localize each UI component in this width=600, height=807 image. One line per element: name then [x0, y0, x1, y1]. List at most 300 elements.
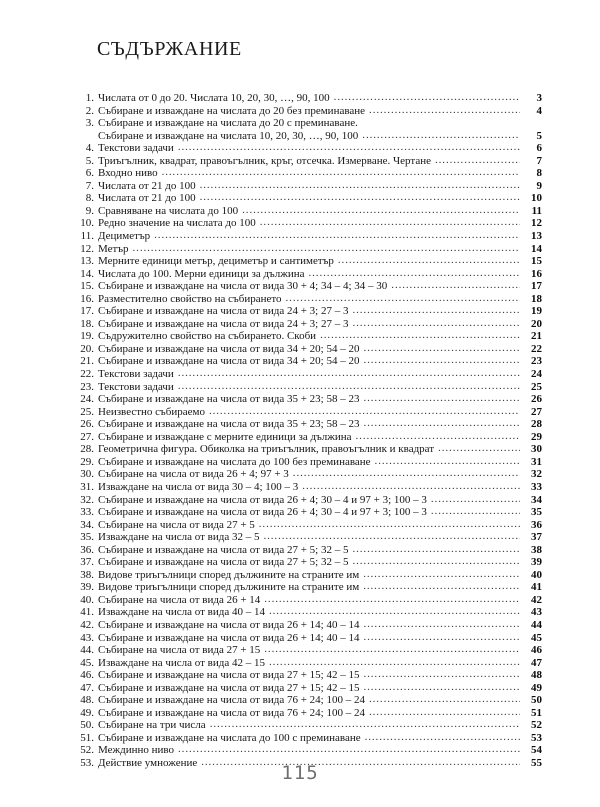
- toc-entry-page-number: 44: [531, 618, 542, 631]
- toc-entry-number: 1.: [85, 92, 94, 104]
- toc-entry[interactable]: [70, 280, 542, 293]
- toc-entry-number: 29.: [80, 455, 94, 468]
- toc-entry-label: Числата от 21 до 100: [98, 179, 196, 192]
- toc-entry-number: 21.: [80, 355, 94, 368]
- toc-leader-dots: [363, 632, 520, 644]
- toc-entry-body: [98, 456, 542, 469]
- toc-leader-dots: [363, 569, 520, 581]
- toc-entry-body: [98, 494, 542, 507]
- toc-entry[interactable]: [70, 719, 542, 732]
- toc-entry-body: [98, 682, 542, 695]
- toc-entry-label: Събиране и изваждане на числата до 100 без преминаване: [98, 455, 371, 468]
- toc-leader-dots: [356, 431, 520, 443]
- toc-entry-number: 31.: [80, 480, 94, 493]
- toc-entry-number: 20.: [80, 342, 94, 355]
- toc-entry-label: Събиране и изваждане на числа от вида 26 + 4; 30 – 4 и 97 + 3; 100 – 3: [98, 493, 427, 506]
- toc-entry-page-number: 9: [536, 179, 542, 192]
- toc-leader-dots: [352, 544, 520, 556]
- toc-leader-dots: [369, 707, 520, 719]
- toc-entry-body: [98, 393, 542, 406]
- toc-leader-dots: [263, 531, 520, 543]
- toc-entry[interactable]: [70, 205, 542, 218]
- toc-entry-number: 47.: [80, 681, 94, 694]
- toc-entry[interactable]: [70, 632, 542, 645]
- toc-entry-label: Събиране и изваждане на числа от вида 27 + 5; 32 – 5: [98, 556, 349, 569]
- toc-leader-dots: [363, 343, 520, 355]
- toc-entry-number: 42.: [80, 618, 94, 631]
- toc-entry-page-number: 27: [531, 405, 542, 418]
- toc-entry-number: 24.: [80, 393, 94, 406]
- toc-entry-page-number: 40: [531, 568, 542, 581]
- toc-entry-label: Текстови задачи: [98, 142, 174, 155]
- toc-leader-dots: [435, 155, 520, 167]
- toc-entry-number: 32.: [80, 493, 94, 506]
- toc-entry-number: 46.: [80, 669, 94, 682]
- toc-leader-dots: [363, 393, 520, 405]
- toc-entry-page-number: 25: [531, 380, 542, 393]
- toc-leader-dots: [178, 142, 520, 154]
- toc-entry-label: Текстови задачи: [98, 380, 174, 393]
- toc-entry-page-number: 36: [531, 518, 542, 531]
- toc-entry[interactable]: [70, 644, 542, 657]
- toc-entry-body: [98, 155, 542, 168]
- toc-entry-number: 3.: [85, 117, 94, 130]
- toc-entry-number: 53.: [80, 756, 94, 769]
- toc-entry-number: 9.: [85, 204, 94, 217]
- toc-entry-number: 38.: [80, 568, 94, 581]
- toc-entry-body: [98, 205, 542, 218]
- toc-entry-label: Текстови задачи: [98, 368, 174, 381]
- toc-entry-body: [98, 117, 542, 130]
- toc-entry-page-number: 37: [531, 531, 542, 544]
- toc-leader-dots: [286, 293, 520, 305]
- toc-entry-body: [98, 318, 542, 331]
- toc-entry-body: [98, 732, 542, 745]
- toc-entry-label: Събиране и изваждане на числа от вида 24 + 3; 27 – 3: [98, 305, 349, 318]
- toc-entry-body: [98, 230, 542, 243]
- toc-leader-dots: [375, 456, 520, 468]
- toc-leader-dots: [352, 556, 520, 568]
- toc-entry-label: Неизвестно събираемо: [98, 405, 205, 418]
- toc-leader-dots: [302, 481, 520, 493]
- toc-entry-number: 37.: [80, 556, 94, 569]
- toc-entry-number: 52.: [80, 744, 94, 757]
- toc-entry-number: 19.: [80, 330, 94, 343]
- toc-entry[interactable]: [70, 368, 542, 381]
- toc-entry[interactable]: [70, 92, 542, 105]
- toc-entry-page-number: 30: [531, 443, 542, 456]
- toc-entry-number: 33.: [80, 506, 94, 519]
- toc-leader-dots: [363, 669, 520, 681]
- toc-entry-number: 12.: [80, 242, 94, 255]
- toc-leader-dots: [431, 506, 520, 518]
- toc-entry[interactable]: [70, 581, 542, 594]
- toc-entry-page-number: 35: [531, 506, 542, 519]
- toc-entry-label: Мерните единици метър, дециметър и сантиметър: [98, 255, 334, 268]
- toc-entry-number: 15.: [80, 280, 94, 293]
- toc-leader-dots: [363, 619, 520, 631]
- toc-entry-page-number: 21: [531, 330, 542, 343]
- toc-leader-dots: [352, 318, 520, 330]
- toc-entry-label: Събиране и изваждане на числа от вида 76 + 24; 100 – 24: [98, 706, 365, 719]
- toc-leader-dots: [269, 657, 520, 669]
- toc-entry-body: [98, 544, 542, 557]
- toc-entry[interactable]: [70, 343, 542, 356]
- toc-entry-label: Събиране и изваждане на числата до 20 с преминаване.: [98, 117, 358, 130]
- toc-leader-dots: [363, 682, 520, 694]
- toc-entry-label: Събиране и изваждане на числа от вида 26 + 14; 40 – 14: [98, 618, 360, 631]
- toc-entry[interactable]: [70, 268, 542, 281]
- toc-entry-number: 30.: [80, 468, 94, 481]
- toc-entry-page-number: 11: [531, 204, 542, 217]
- toc-entry[interactable]: [70, 255, 542, 268]
- toc-entry-number: 28.: [80, 443, 94, 456]
- toc-entry-page-number: 53: [531, 731, 542, 744]
- toc-leader-dots: [260, 217, 520, 229]
- toc-entry-number: 48.: [80, 694, 94, 707]
- toc-entry-label: Изваждане на числа от вида 30 – 4; 100 – 3: [98, 480, 299, 493]
- toc-leader-dots: [369, 694, 520, 706]
- toc-entry[interactable]: [70, 406, 542, 419]
- toc-entry-label: Числата до 100. Мерни единици за дължина: [98, 267, 305, 280]
- toc-leader-dots: [438, 443, 520, 455]
- toc-entry-number: 39.: [80, 581, 94, 594]
- toc-entry-body: [98, 355, 542, 368]
- toc-entry-page-number: 19: [531, 305, 542, 318]
- toc-entry-label: Събиране и изваждане на числа от вида 76 + 24; 100 – 24: [98, 694, 365, 707]
- toc-entry-page-number: 32: [531, 468, 542, 481]
- toc-entry-number: 17.: [80, 305, 94, 318]
- toc-entry-label: Дециметър: [98, 230, 151, 243]
- toc-entry[interactable]: [70, 732, 542, 745]
- toc-entry[interactable]: [70, 481, 542, 494]
- toc-entry-page-number: 26: [531, 393, 542, 406]
- toc-entry-page-number: 31: [531, 455, 542, 468]
- toc-entry[interactable]: [70, 506, 542, 519]
- toc-entry-page-number: 18: [531, 292, 542, 305]
- toc-leader-dots: [178, 368, 520, 380]
- toc-entry-page-number: 48: [531, 669, 542, 682]
- toc-entry-number: 34.: [80, 518, 94, 531]
- toc-entry-number: 45.: [80, 656, 94, 669]
- toc-entry-label: Събиране и изваждане на числа от вида 35 + 23; 58 – 23: [98, 418, 360, 431]
- toc-entry-label: Събиране и изваждане на числа от вида 27 + 15; 42 – 15: [98, 681, 360, 694]
- toc-leader-dots: [210, 719, 520, 731]
- toc-entry[interactable]: [70, 544, 542, 557]
- toc-entry-body: [98, 669, 542, 682]
- toc-entry-label: Разместително свойство на събирането: [98, 292, 282, 305]
- toc-entry-number: 13.: [80, 255, 94, 268]
- toc-entry[interactable]: [70, 155, 542, 168]
- toc-entry-label: Събиране и изваждане на числа от вида 27 + 15; 42 – 15: [98, 669, 360, 682]
- toc-entry-label: Събиране на три числа: [98, 719, 206, 732]
- toc-entry-page-number: 16: [531, 267, 542, 280]
- toc-entry-body: [98, 368, 542, 381]
- table-of-contents: [70, 92, 542, 770]
- toc-entry-number: 36.: [80, 543, 94, 556]
- toc-entry[interactable]: [70, 669, 542, 682]
- toc-leader-dots: [133, 243, 520, 255]
- toc-entry-body: [98, 167, 542, 180]
- toc-entry-label: Събиране на числа от вида 27 + 15: [98, 644, 261, 657]
- toc-entry-body: [98, 293, 542, 306]
- toc-entry[interactable]: [70, 293, 542, 306]
- toc-entry-page-number: 55: [531, 756, 542, 769]
- toc-entry[interactable]: [70, 694, 542, 707]
- toc-leader-dots: [154, 230, 520, 242]
- toc-leader-dots: [365, 732, 520, 744]
- toc-entry-number: 43.: [80, 631, 94, 644]
- toc-entry-body: [98, 142, 542, 155]
- toc-entry-label: Метър: [98, 242, 129, 255]
- toc-entry-number: 22.: [80, 368, 94, 381]
- toc-entry-label: Числата от 0 до 20. Числата 10, 20, 30, …, 90, 100: [98, 92, 330, 104]
- toc-entry[interactable]: [70, 569, 542, 582]
- toc-entry-number: 40.: [80, 593, 94, 606]
- toc-entry[interactable]: [70, 117, 542, 130]
- toc-entry-number: 2.: [85, 104, 94, 117]
- toc-entry-label: Съдружително свойство на събирането. Скоби: [98, 330, 317, 343]
- toc-entry-label: Триъгълник, квадрат, правоъгълник, кръг, отсечка. Измерване. Чертане: [98, 154, 431, 167]
- toc-leader-dots: [363, 355, 520, 367]
- toc-leader-dots: [264, 644, 520, 656]
- toc-entry-body: [98, 606, 542, 619]
- toc-entry-page-number: 5: [536, 129, 542, 142]
- toc-entry-page-number: 51: [531, 706, 542, 719]
- toc-entry-number: 6.: [85, 167, 94, 180]
- toc-leader-dots: [320, 330, 520, 342]
- toc-leader-dots: [200, 192, 520, 204]
- toc-entry-label: Събиране и изваждане на числа от вида 34 + 20; 54 – 20: [98, 355, 360, 368]
- toc-entry-label: Числата от 21 до 100: [98, 192, 196, 205]
- toc-entry-body: [98, 180, 542, 193]
- toc-entry-page-number: 54: [531, 744, 542, 757]
- toc-entry[interactable]: [70, 192, 542, 205]
- toc-entry-label: Сравняване на числата до 100: [98, 204, 239, 217]
- toc-entry-label: Събиране и изваждане с мерните единици за дължина: [98, 430, 352, 443]
- toc-entry[interactable]: [70, 443, 542, 456]
- toc-entry-body: [98, 619, 542, 632]
- toc-entry[interactable]: [70, 318, 542, 331]
- toc-entry-number: 49.: [80, 706, 94, 719]
- toc-leader-dots: [178, 744, 520, 756]
- toc-entry-page-number: 29: [531, 430, 542, 443]
- toc-entry-body: [98, 192, 542, 205]
- toc-entry-number: 8.: [85, 192, 94, 205]
- toc-entry-page-number: 10: [531, 192, 542, 205]
- toc-entry-number: 10.: [80, 217, 94, 230]
- toc-leader-dots: [369, 105, 520, 117]
- toc-entry-body: [98, 243, 542, 256]
- toc-entry-page-number: 28: [531, 418, 542, 431]
- toc-entry-label: Изваждане на числа от вида 42 – 15: [98, 656, 265, 669]
- toc-entry-body: [98, 431, 542, 444]
- toc-entry[interactable]: [70, 744, 542, 757]
- toc-leader-dots: [431, 494, 520, 506]
- toc-leader-dots: [242, 205, 520, 217]
- toc-entry-body: [98, 468, 542, 481]
- toc-entry[interactable]: [70, 682, 542, 695]
- toc-entry[interactable]: [70, 217, 542, 230]
- toc-entry-number: 25.: [80, 405, 94, 418]
- toc-entry-label: Действие умножение: [98, 756, 198, 769]
- toc-entry-body: [98, 556, 542, 569]
- toc-entry-number: 4.: [85, 142, 94, 155]
- toc-entry-continuation[interactable]: [70, 130, 542, 143]
- toc-entry-number: 16.: [80, 292, 94, 305]
- toc-entry-number: 11.: [80, 230, 94, 243]
- toc-entry[interactable]: [70, 243, 542, 256]
- toc-leader-dots: [363, 418, 520, 430]
- toc-entry[interactable]: [70, 230, 542, 243]
- toc-entry-page-number: 47: [531, 656, 542, 669]
- toc-entry-body: [98, 92, 542, 105]
- toc-entry-label: Редно значение на числата до 100: [98, 217, 256, 230]
- toc-leader-dots: [363, 581, 520, 593]
- toc-entry[interactable]: [70, 330, 542, 343]
- toc-entry[interactable]: [70, 456, 542, 469]
- toc-entry-page-number: 23: [531, 355, 542, 368]
- toc-entry-page-number: 52: [531, 719, 542, 732]
- toc-entry-label: Събиране и изваждане на числа от вида 30 + 4; 34 – 4; 34 – 30: [98, 280, 388, 293]
- toc-entry-label: Изваждане на числа от вида 32 – 5: [98, 531, 260, 544]
- toc-entry[interactable]: [70, 418, 542, 431]
- toc-entry-page-number: 17: [531, 280, 542, 293]
- toc-entry-page-number: 3: [536, 92, 542, 104]
- toc-entry[interactable]: [70, 431, 542, 444]
- toc-entry-number: 14.: [80, 267, 94, 280]
- toc-entry-page-number: 41: [531, 581, 542, 594]
- toc-entry-label: Събиране на числа от вида 26 + 14: [98, 593, 261, 606]
- toc-entry-label: Събиране и изваждане на числата до 100 с преминаване: [98, 731, 361, 744]
- toc-entry-label: Геометрична фигура. Обиколка на триъгълник, правоъгълник и квадрат: [98, 443, 435, 456]
- toc-entry[interactable]: [70, 393, 542, 406]
- toc-entry-label: Събиране и изваждане на числа от вида 24 + 3; 27 – 3: [98, 317, 349, 330]
- toc-entry[interactable]: [70, 594, 542, 607]
- toc-entry-number: 35.: [80, 531, 94, 544]
- footer-page-number: 115: [281, 762, 319, 784]
- toc-entry[interactable]: [70, 468, 542, 481]
- toc-entry-label: Събиране и изваждане на числа от вида 35 + 23; 58 – 23: [98, 393, 360, 406]
- toc-entry-label: Изваждане на числа от вида 40 – 14: [98, 606, 265, 619]
- toc-entry-body: [98, 569, 542, 582]
- toc-entry-body: [98, 343, 542, 356]
- toc-entry-body: [98, 594, 542, 607]
- toc-entry-number: 5.: [85, 154, 94, 167]
- toc-entry-body: [98, 418, 542, 431]
- toc-entry-page-number: 33: [531, 480, 542, 493]
- toc-entry[interactable]: [70, 556, 542, 569]
- toc-entry-page-number: 34: [531, 493, 542, 506]
- toc-entry-body: [98, 644, 542, 657]
- toc-entry[interactable]: [70, 167, 542, 180]
- toc-entry-body: [98, 330, 542, 343]
- toc-entry-page-number: 38: [531, 543, 542, 556]
- toc-entry[interactable]: [70, 707, 542, 720]
- toc-leader-dots: [259, 519, 520, 531]
- toc-entry-number: 26.: [80, 418, 94, 431]
- toc-entry[interactable]: [70, 105, 542, 118]
- toc-leader-dots: [334, 92, 520, 104]
- toc-entry-body: [98, 694, 542, 707]
- toc-entry-body: [98, 632, 542, 645]
- toc-leader-dots: [200, 180, 520, 192]
- toc-entry-body: [98, 381, 542, 394]
- toc-entry-body: [98, 481, 542, 494]
- toc-entry[interactable]: [70, 142, 542, 155]
- toc-entry[interactable]: [70, 180, 542, 193]
- toc-entry-label: Събиране на числа от вида 26 + 4; 97 + 3: [98, 468, 289, 481]
- page-title: СЪДЪРЖАНИЕ: [97, 38, 242, 60]
- toc-leader-dots: [162, 167, 520, 179]
- toc-entry-page-number: 13: [531, 230, 542, 243]
- toc-entry-label: Събиране и изваждане на числата до 20 без преминаване: [98, 104, 366, 117]
- toc-entry-page-number: 14: [531, 242, 542, 255]
- toc-entry-body: [98, 105, 542, 118]
- toc-leader-dots: [293, 468, 520, 480]
- toc-entry[interactable]: [70, 531, 542, 544]
- toc-entry-label: Събиране и изваждане на числа от вида 26 + 14; 40 – 14: [98, 631, 360, 644]
- toc-entry-label-line2: Събиране и изваждане на числата 10, 20, 30, …, 90, 100: [98, 129, 359, 142]
- toc-entry-body: [98, 581, 542, 594]
- toc-entry-body: [98, 531, 542, 544]
- toc-entry-page-number: 24: [531, 368, 542, 381]
- toc-entry[interactable]: [70, 657, 542, 670]
- toc-leader-dots: [178, 381, 520, 393]
- toc-entry-number: 18.: [80, 317, 94, 330]
- toc-entry-body: [98, 406, 542, 419]
- toc-leader-dots: [264, 594, 520, 606]
- toc-entry-page-number: 49: [531, 681, 542, 694]
- toc-entry-number: 7.: [85, 179, 94, 192]
- toc-entry[interactable]: [70, 305, 542, 318]
- toc-leader-dots: [362, 130, 520, 142]
- toc-entry-body: [98, 506, 542, 519]
- toc-entry-number: 50.: [80, 719, 94, 732]
- toc-leader-dots: [352, 305, 520, 317]
- toc-entry-number: 41.: [80, 606, 94, 619]
- toc-entry-page-number: 22: [531, 342, 542, 355]
- toc-entry[interactable]: [70, 381, 542, 394]
- toc-entry-label: Входно ниво: [98, 167, 158, 180]
- toc-entry-page-number: 45: [531, 631, 542, 644]
- toc-entry[interactable]: [70, 494, 542, 507]
- toc-entry-number: 23.: [80, 380, 94, 393]
- toc-entry-body: [98, 130, 542, 143]
- toc-leader-dots: [338, 255, 520, 267]
- toc-entry-page-number: 8: [536, 167, 542, 180]
- toc-entry[interactable]: [70, 355, 542, 368]
- toc-entry-page-number: 42: [531, 593, 542, 606]
- toc-entry-page-number: 46: [531, 644, 542, 657]
- toc-entry-body: [98, 280, 542, 293]
- toc-entry-page-number: 15: [531, 255, 542, 268]
- toc-entry-number: 44.: [80, 644, 94, 657]
- toc-entry[interactable]: [70, 619, 542, 632]
- toc-entry-page-number: 12: [531, 217, 542, 230]
- toc-entry-number: 27.: [80, 430, 94, 443]
- toc-entry[interactable]: [70, 519, 542, 532]
- toc-entry[interactable]: [70, 606, 542, 619]
- toc-entry-page-number: 50: [531, 694, 542, 707]
- toc-entry-label: Събиране и изваждане на числа от вида 27 + 5; 32 – 5: [98, 543, 349, 556]
- toc-entry-page-number: 6: [536, 142, 542, 155]
- toc-entry-body: [98, 255, 542, 268]
- toc-entry-body: [98, 744, 542, 757]
- toc-entry-page-number: 39: [531, 556, 542, 569]
- toc-leader-dots: [269, 606, 520, 618]
- toc-entry-label: Събиране на числа от вида 27 + 5: [98, 518, 255, 531]
